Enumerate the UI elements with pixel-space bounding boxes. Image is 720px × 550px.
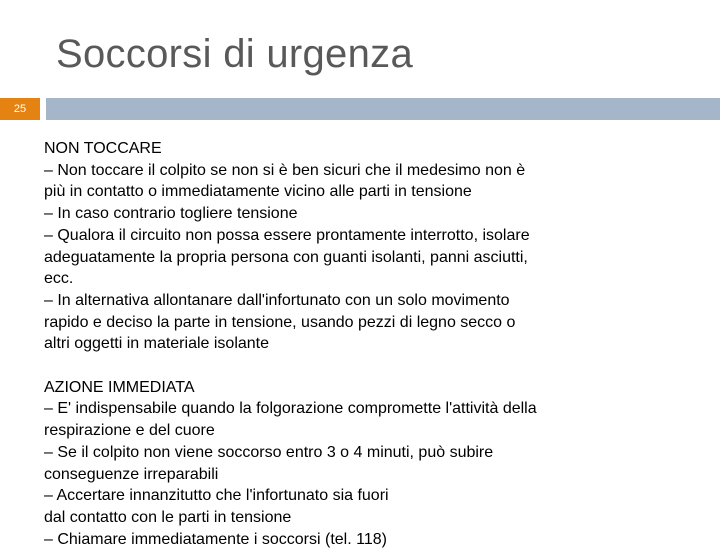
body-line: – In caso contrario togliere tensione [44,205,298,223]
body-line: respirazione e del cuore [44,422,215,440]
body-line: – In alternativa allontanare dall'infortunato con un solo movimento [44,291,510,309]
body-line: – E' indispensabile quando la folgorazione compromette l'attività della [44,400,537,418]
section-spacer [44,355,704,377]
body-line: ecc. [44,270,74,288]
slide-title: Soccorsi di urgenza [56,32,413,76]
body-line: adeguatamente la propria persona con guanti isolanti, panni asciutti, [44,248,528,266]
section-heading: NON TOCCARE [44,140,162,157]
body-line: – Qualora il circuito non possa essere prontamente interrotto, isolare [44,226,530,244]
body-line: – Chiamare immediatamente i soccorsi (tel. 118) [44,530,387,548]
body-line: rapido e deciso la parte in tensione, usando pezzi di legno secco o [44,313,516,331]
body-line: – Accertare innanzitutto che l'infortunato sia fuori [44,487,389,505]
body-line: più in contatto o immediatamente vicino alle parti in tensione [44,183,472,201]
section-azione-immediata [44,377,704,550]
body-line: conseguenze irreparabili [44,465,219,483]
section-non-toccare [44,138,704,355]
slide-body [44,138,704,550]
body-line: – Non toccare il colpito se non si è ben sicuri che il medesimo non è [44,161,526,179]
section-heading: AZIONE IMMEDIATA [44,378,195,396]
body-line: altri oggetti in materiale isolante [44,335,270,353]
body-line: – Se il colpito non viene soccorso entro 3 o 4 minuti, può subire [44,443,494,461]
page-number-badge: 25 [0,98,40,120]
header-divider-bar [46,98,720,120]
body-line: dal contatto con le parti in tensione [44,508,292,526]
